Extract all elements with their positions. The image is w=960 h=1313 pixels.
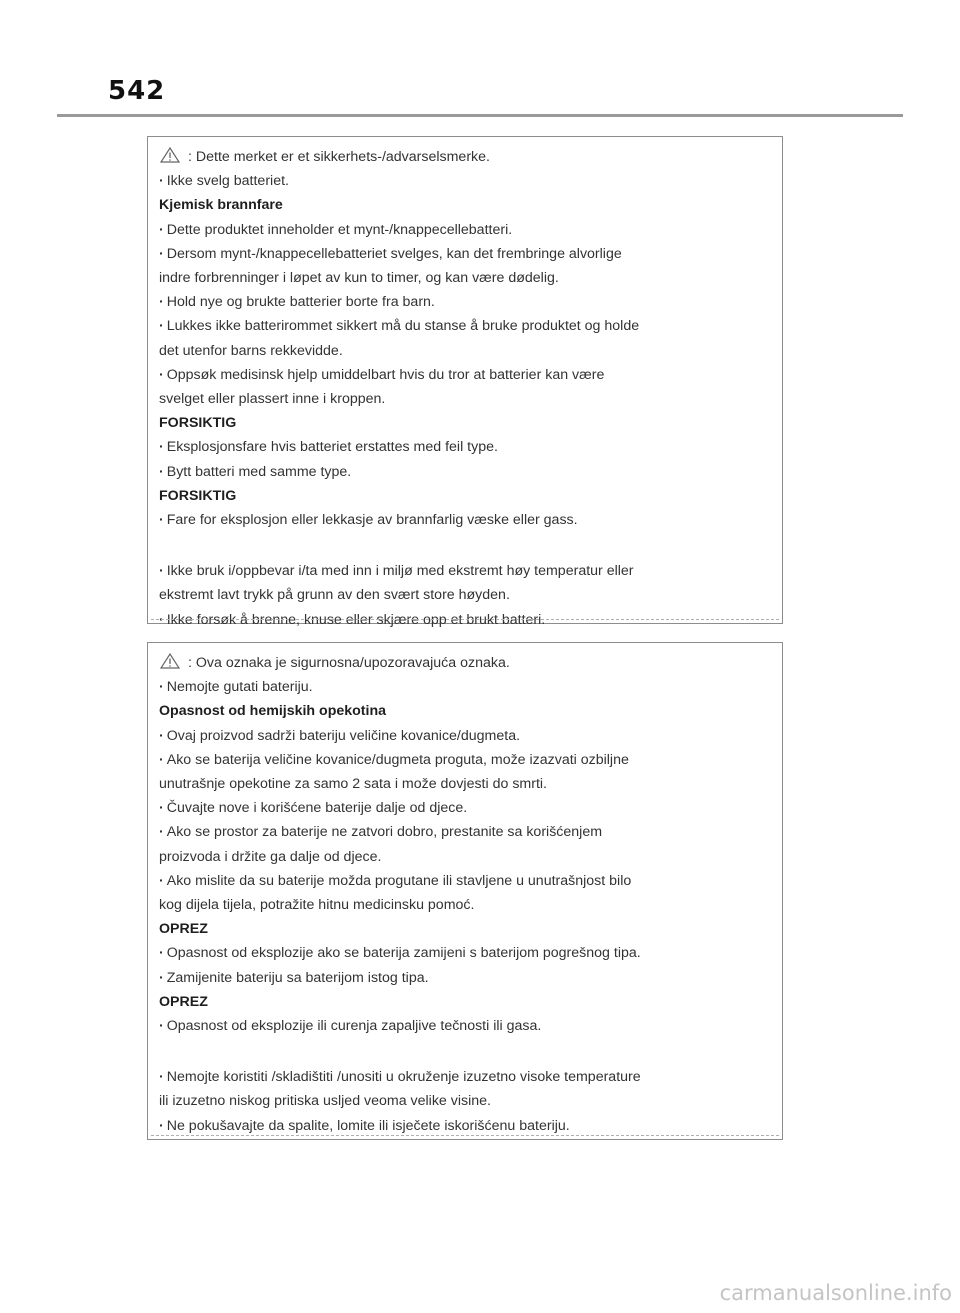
- list-item: · Zamijenite bateriju sa baterijom istog tipa.: [159, 966, 772, 990]
- section-heading: OPREZ: [159, 921, 208, 938]
- list-item: · Bytt batteri med samme type.: [159, 460, 772, 484]
- list-item-continuation: indre forbrenninger i løpet av kun to timer, og kan være dødelig.: [159, 270, 559, 287]
- list-item: · Fare for eksplosjon eller lekkasje av brannfarlig væske eller gass.: [159, 508, 772, 532]
- list-item: · Opasnost od eksplozije ako se baterija zamijeni s baterijom pogrešnog tipa.: [159, 941, 772, 965]
- list-item: · Oppsøk medisinsk hjelp umiddelbart hvis du tror at batterier kan være: [159, 363, 772, 387]
- section-heading: Kjemisk brannfare: [159, 197, 283, 214]
- list-item: · Čuvajte nove i korišćene baterije dalje od djece.: [159, 796, 772, 820]
- section-heading: OPREZ: [159, 993, 208, 1010]
- list-item-continuation: ili izuzetno niskog pritiska usljed veoma velike visine.: [159, 1093, 491, 1110]
- list-item: · Hold nye og brukte batterier borte fra barn.: [159, 290, 772, 314]
- list-item-continuation: proizvoda i držite ga dalje od djece.: [159, 848, 382, 865]
- list-item-continuation: det utenfor barns rekkevidde.: [159, 342, 343, 359]
- warning-intro-text: : Ova oznaka je sigurnosna/upozoravajuća oznaka.: [188, 655, 510, 671]
- list-item: · Dersom mynt-/knappecellebatteriet svelges, kan det frembringe alvorlige: [159, 242, 772, 266]
- list-item: · Dette produktet inneholder et mynt-/knappecellebatteri.: [159, 218, 772, 242]
- warning-triangle-icon: [160, 653, 180, 669]
- warning-box-norwegian: [147, 136, 783, 628]
- list-item: · Ikke bruk i/oppbevar i/ta med inn i miljø med ekstremt høy temperatur eller: [159, 559, 772, 583]
- spacer: [159, 1038, 772, 1065]
- list-item: · Lukkes ikke batterirommet sikkert må du stanse å bruke produktet og holde: [159, 314, 772, 338]
- warning-intro-text: : Dette merket er et sikkerhets-/advarselsmerke.: [188, 149, 490, 165]
- section-heading: FORSIKTIG: [159, 415, 237, 432]
- section-heading: FORSIKTIG: [159, 487, 237, 504]
- warning-triangle-icon: [160, 147, 180, 163]
- section-heading: Opasnost od hemijskih opekotina: [159, 703, 387, 720]
- list-item: · Ovaj proizvod sadrži bateriju veličine kovanice/dugmeta.: [159, 724, 772, 748]
- list-item-continuation: unutrašnje opekotine za samo 2 sata i može dovjesti do smrti.: [159, 776, 547, 793]
- list-item: · Nemojte koristiti /skladištiti /unositi u okruženje izuzetno visoke temperature: [159, 1065, 772, 1089]
- watermark-footer[interactable]: carmanualsonline.info: [719, 1281, 952, 1305]
- header-rule: [57, 114, 903, 117]
- list-item-continuation: ekstremt lavt trykk på grunn av den svært store høyden.: [159, 587, 510, 604]
- list-item: · Ikke forsøk å brenne, knuse eller skjære opp et brukt batteri.: [159, 608, 772, 632]
- list-item: · Ako mislite da su baterije možda progutane ili stavljene u unutrašnjost bilo: [159, 869, 772, 893]
- spacer: [159, 532, 772, 559]
- list-item: · Opasnost od eksplozije ili curenja zapaljive tečnosti ili gasa.: [159, 1014, 772, 1038]
- list-item: · Ako se prostor za baterije ne zatvori dobro, prestanite sa korišćenjem: [159, 820, 772, 844]
- warning-box-bosnian: [147, 642, 783, 1140]
- list-item: · Ikke svelg batteriet.: [159, 169, 772, 193]
- list-item-continuation: kog dijela tijela, potražite hitnu medicinsku pomoć.: [159, 897, 475, 914]
- list-item: · Eksplosjonsfare hvis batteriet erstattes med feil type.: [159, 435, 772, 459]
- warning-intro: [159, 145, 772, 169]
- list-item: · Nemojte gutati bateriju.: [159, 675, 772, 699]
- list-item-continuation: svelget eller plassert inne i kroppen.: [159, 391, 386, 408]
- list-item: · Ako se baterija veličine kovanice/dugmeta proguta, može izazvati ozbiljne: [159, 748, 772, 772]
- warning-intro: [159, 651, 772, 675]
- page-number: 542: [108, 76, 166, 106]
- list-item: · Ne pokušavajte da spalite, lomite ili isječete iskorišćenu bateriju.: [159, 1114, 772, 1138]
